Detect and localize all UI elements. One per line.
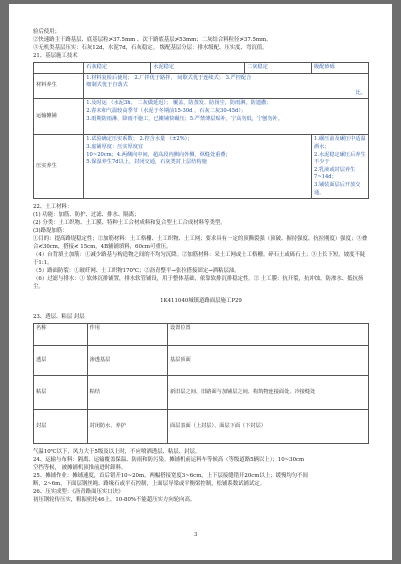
table-header-row	[34, 63, 369, 74]
table-row	[34, 73, 369, 99]
row-text: 细制式优于自落式	[86, 82, 128, 89]
tail-line: 气温10℃以下，风力大于5级及以上时，不应喷洒透层、粘层、封层。	[33, 449, 201, 456]
row-content	[84, 73, 369, 99]
header-cell-position: 设置位置	[167, 324, 368, 346]
section-23-title: 23、透层、粘层 封层	[33, 314, 85, 321]
table-row	[34, 376, 369, 410]
cell-name: 封层	[34, 410, 88, 444]
tail-line: 空挡等候， 被摊铺机顶推前进时卸料。	[33, 465, 127, 472]
section-22-line: （5）路面防裂：①玻纤网、土工织物170℃；②沥青整平→张拉搭接固定→洒粘层油。	[33, 268, 240, 275]
row-text: 1.及时运 （水泥3h， 二灰做延迟）； 覆盖，防蒸发、防扬尘，防雨淋，防遗撒；	[86, 100, 272, 107]
intro-line-1: 验后使用；	[33, 29, 60, 35]
header-cell-two-ash: 二灰稳定	[245, 63, 312, 74]
tail-line: 初压钢轮传压实，粗振密轮46上，10-80%不能超压实方向轮向高。	[33, 497, 196, 504]
section-22-line: 22、土工材料：	[33, 204, 73, 211]
section-caption: 1K411040城镇道路面层施工P29	[160, 298, 242, 305]
row-label: 运输摊铺	[34, 99, 84, 135]
row-label: 材料养生	[34, 73, 84, 99]
section-22-line: (1) 功能：加筋、防护、过滤、排水、隔离；	[33, 212, 140, 219]
row-text: 2.水泥稳定碾压后养生不少于	[314, 151, 366, 166]
tail-line: 断，2~6m，下面层钢丝绳、路缘石或平石控制，上面层导梁或平衡梁控制，松铺系数试铺试定。	[33, 481, 266, 488]
header-cell-cement: 水泥稳定	[151, 63, 245, 74]
tail-line: 26、压实成型：《沥青路面压实口诀》	[33, 489, 124, 496]
row-text: 2.乳液或封层养生 7~14d；	[314, 166, 356, 181]
cell-use: 封闭防水、养护	[87, 410, 167, 444]
cell-name: 透层	[34, 346, 88, 376]
row-text: 1.材料复检后使用； 2.厂拌优于路拌， 间歇式优于连续式； 3.严控配合	[86, 74, 252, 81]
header-cell-lime: 石灰稳定	[84, 63, 151, 74]
row-text: 5.保湿养生7d以上，封闭交通，石灰类封上层结构施	[86, 159, 207, 166]
tail-line: 25、摊铺作业：摊铺速度，首后错开10~20m。两幅搭接宽度3~6cm，上下层接缝错开20cm以上；缓慢均匀不间	[33, 473, 308, 480]
page-number: 3	[194, 532, 198, 538]
table-header-row	[34, 324, 369, 346]
row-text: 10~20cm；4.两侧向中间，超高段内侧向外侧，纵缝处重叠；	[86, 151, 231, 158]
row-text: 2.春末和气温较高季节（水泥于冬期前15-30d ，石灰二灰30-45d）；	[86, 107, 247, 114]
coat-layer-table	[33, 323, 369, 444]
row-content-right	[312, 135, 369, 199]
section-22-paragraph: （4）台背填土加筋：①减少路基与构造物之间的不均匀沉降。②加筋材料：采土工网或土工格栅。碎石土或砾石土；③上长下短，坡度不陡于1:1。	[33, 252, 366, 267]
cell-position: 基层顶面	[167, 346, 368, 376]
cell-name: 粘层	[34, 376, 88, 410]
header-cell-use: 作用	[87, 324, 167, 346]
row-text: 3.铺装面层后开放交通。	[314, 181, 361, 196]
row-label: 压实养生	[34, 135, 84, 199]
row-text: 1.试验确定压实系数； 2.控含水量 （±2%）；	[86, 136, 193, 143]
table-row	[34, 99, 369, 135]
row-text: 3.虚铺厚度：压实厚度宜	[86, 143, 144, 150]
cell-position: 面层表面（上封层）、面层下面（下封层）	[167, 410, 368, 444]
cell-use: 粘结	[87, 376, 167, 410]
section-21-title: 21、基层施工技术	[33, 53, 78, 59]
row-content	[84, 99, 369, 135]
base-construction-table	[33, 62, 369, 199]
row-content-left	[84, 135, 312, 199]
section-22-line: (3)路堤加筋：	[33, 228, 68, 235]
table-row	[34, 135, 369, 199]
table-row	[34, 346, 369, 376]
section-22-line: (2) 分类：土工织物、土工膜、特种土工合材成料和复合型土工合成材料等类型。	[33, 220, 226, 227]
row-text: 3.雨期防雨淋，降雨不施工，已摊铺快碾压；5.严禁薄层贴补，宁高勿低，宁刨勿补。	[86, 115, 283, 122]
row-text: 比。	[355, 89, 366, 96]
header-cell-name: 名称	[34, 324, 88, 346]
tail-line: 24、运输与布料：隔离、运输覆盖保温、防雨和防污染。摊铺机前运料车等候高（等级道路5辆以上）；10~30cm	[33, 457, 305, 464]
section-22-paragraph: （6）过滤与排水：① 软体沉排铺置，排水软管铺设，用于整体基础，依靠软排沉排稳定性。② 土工膜：抗开裂，抗冲蚀，防渗水、抵抗扬尘。	[33, 276, 364, 291]
intro-line-3: ③无机类基层压实：石灰12d，水泥7d，石灰稳定。 级配基层分层：排水级配、压实度、弯沉值。	[33, 45, 268, 51]
header-cell-empty	[34, 63, 84, 74]
intro-line-2: ②快速路主干路基层、底基层粒≯37.5mm 、次干路底基层≯53mm；二灰结合料粒径≯37.5mm。	[33, 37, 272, 43]
page-content	[33, 28, 369, 504]
document-page	[9, 4, 392, 560]
row-text: 1.碾压前及碾压中适温洒水；	[314, 136, 366, 150]
table-row	[34, 410, 369, 444]
cell-use: 渗透基层	[87, 346, 167, 376]
section-22-paragraph: ①目的：提高路堤稳定性；②加筋材料：土工格栅、土工织物、土工网；要求具有一定的顶撕裂强（顶破、握持强度、抗拉刚度）强度；③叠合≮30cm，搭接≮ 15cm，4B辅铺填料，60cm可重压。	[33, 236, 368, 251]
header-cell-gravel: 级配砂砾	[312, 63, 369, 74]
cell-position: 新旧层之间、旧路面与加铺层之间、构筑物连接面处、冷接缝处	[167, 376, 368, 410]
